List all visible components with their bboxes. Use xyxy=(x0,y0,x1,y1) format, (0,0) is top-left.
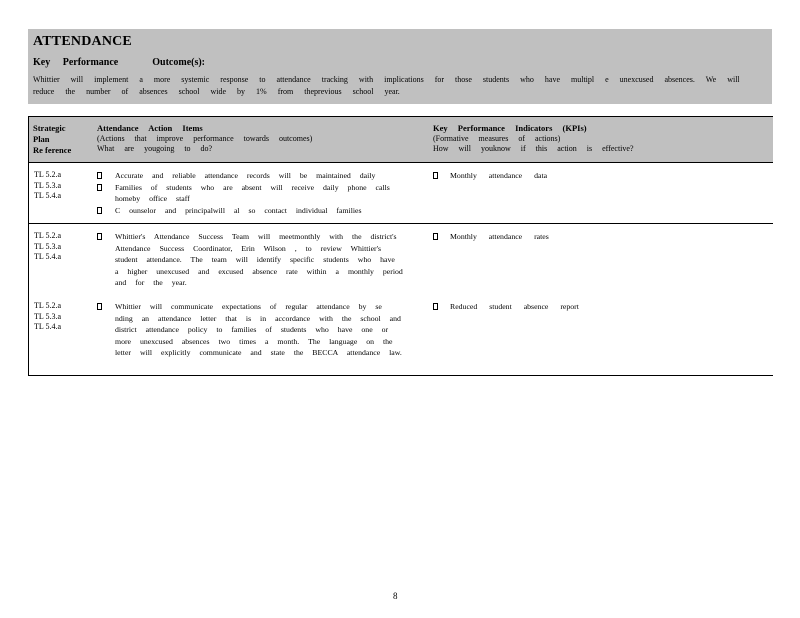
outcome-label: Outcome(s): xyxy=(152,57,206,68)
page-number: 8 xyxy=(393,591,398,601)
checkbox-bullet-icon xyxy=(97,233,102,240)
ref-item: TL 5.2.a xyxy=(34,170,62,179)
action-items xyxy=(97,170,407,216)
kpi-text: Monthly attendance rates xyxy=(450,232,549,241)
kpi-header-sub2: How will youknow if this action is effective? xyxy=(433,144,634,153)
checkbox-bullet-icon xyxy=(97,172,102,179)
table-row xyxy=(29,301,773,373)
ref-item: TL 5.3.a xyxy=(34,180,62,190)
kpi-header-title: Key Performance Indicators (KPIs) xyxy=(433,123,587,133)
outcome-text: Whittier will implement a more systemic response to attendance tracking with implications for those students who have multipl e unexcused absences. We will reduce the number of absences school wide by 1% from theprevious school year. xyxy=(33,75,740,96)
ref-item: TL 5.3.a xyxy=(34,311,62,321)
action-text: Whittier will communicate expectations of regular attendance by se nding an attendance letter that is in accordance with the school and district attendance policy to families of students who have one or more unexcused absences two times a month. The language on the letter will explicitly communicate and state the BECCA attendance law. xyxy=(115,302,402,357)
ref-item: TL 5.2.a xyxy=(34,301,62,310)
action-items-table xyxy=(28,116,773,376)
ref-list xyxy=(34,231,61,263)
action-text: C ounselor and principalwill al so contact individual families xyxy=(115,205,362,215)
kpi-text: Reduced student absence report xyxy=(450,302,579,311)
items-header-sub1: (Actions that improve performance towards outcomes) xyxy=(97,134,313,143)
checkbox-bullet-icon xyxy=(433,172,438,179)
table-row xyxy=(29,231,773,295)
action-items xyxy=(97,231,407,289)
items-header-sub2: What are yougoing to do? xyxy=(97,144,213,153)
ref-item: TL 5.4.a xyxy=(34,252,62,261)
list-item xyxy=(97,205,407,217)
checkbox-bullet-icon xyxy=(433,233,438,240)
list-item xyxy=(97,301,407,359)
kpo-label-line xyxy=(33,57,205,68)
ref-item: TL 5.3.a xyxy=(34,241,62,251)
column-header-items xyxy=(97,123,312,154)
action-text: Accurate and reliable attendance records will be maintained daily xyxy=(115,171,376,180)
action-text: Whittier's Attendance Success Team will meetmonthly with the district's Attendance Success Coordinator, Erin Wilson , to review Whittier's student attendance. The team will identify specific students who have a higher unexcused and excused absence rate within a monthly period and for the year. xyxy=(115,232,403,287)
ref-header-line3: Re ference xyxy=(33,145,72,155)
ref-item: TL 5.4.a xyxy=(34,322,62,331)
checkbox-bullet-icon xyxy=(433,303,438,310)
list-item xyxy=(97,231,407,289)
checkbox-bullet-icon xyxy=(97,207,102,214)
table-row xyxy=(29,170,773,224)
action-items xyxy=(97,301,407,359)
action-text: Families of students who are absent will receive daily phone calls homeby office staff xyxy=(115,182,390,203)
ref-list xyxy=(34,170,61,202)
kpi-cell xyxy=(433,231,549,243)
kpi-cell xyxy=(433,301,579,313)
ref-header-line2: Plan xyxy=(33,134,50,144)
kpo-label: Key Performance xyxy=(33,57,119,68)
kpi-cell xyxy=(433,170,547,182)
kpi-header-sub1: (Formative measures of actions) xyxy=(433,134,561,143)
kpi-text: Monthly attendance data xyxy=(450,171,548,180)
ref-header-line1: Strategic xyxy=(33,123,66,133)
checkbox-bullet-icon xyxy=(97,303,102,310)
items-header-title: Attendance Action Items xyxy=(97,123,203,133)
page-title: ATTENDANCE xyxy=(33,34,132,49)
column-header-ref xyxy=(33,123,71,156)
table-header xyxy=(29,116,773,163)
checkbox-bullet-icon xyxy=(97,184,102,191)
list-item xyxy=(97,170,407,182)
attendance-header xyxy=(28,29,772,104)
list-item xyxy=(97,182,407,205)
ref-item: TL 5.4.a xyxy=(34,191,62,200)
ref-item: TL 5.2.a xyxy=(34,231,62,240)
ref-list xyxy=(34,301,61,333)
column-header-kpi xyxy=(433,123,634,154)
